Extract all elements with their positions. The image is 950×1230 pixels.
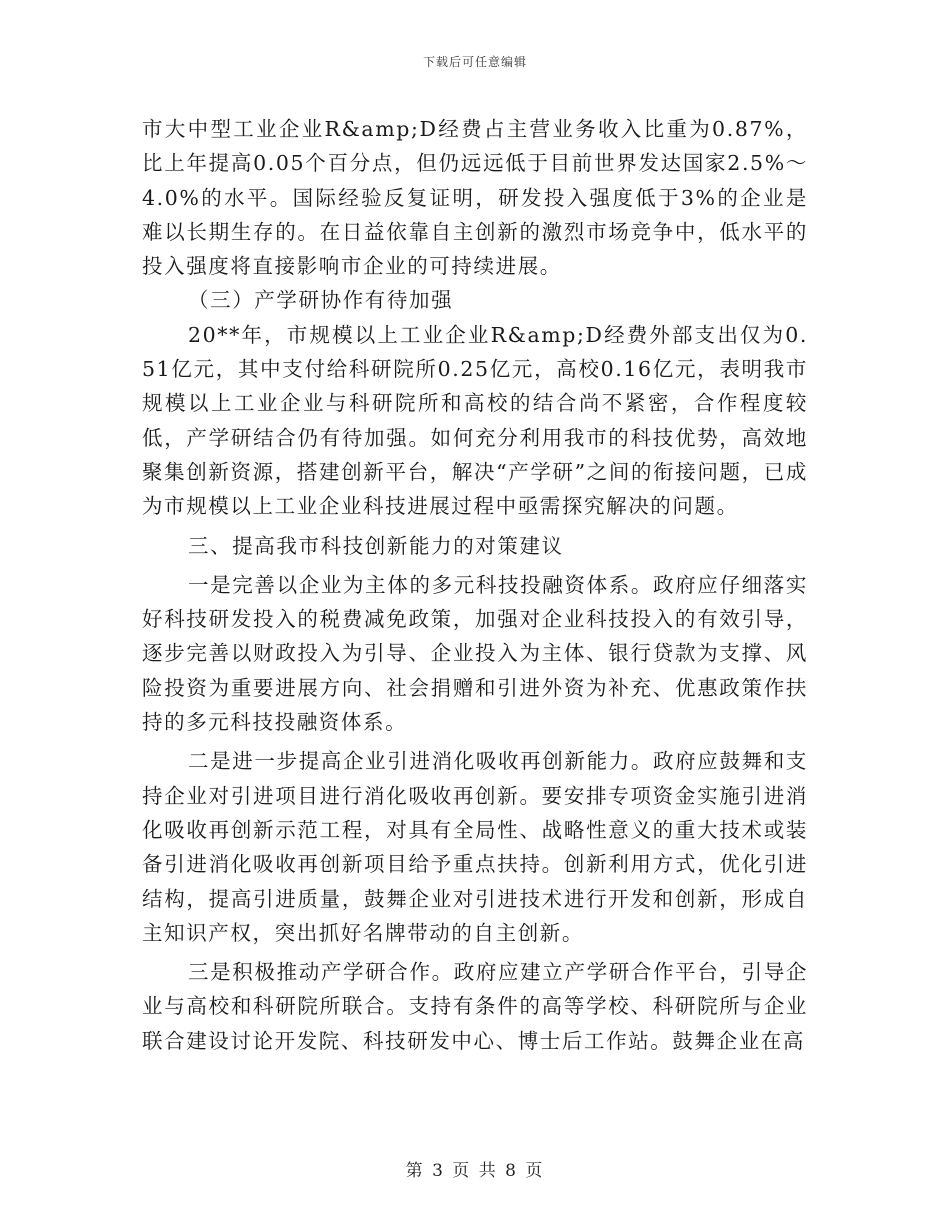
document-body — [142, 112, 808, 1058]
section-heading-suggestions: 三、提高我市科技创新能力的对策建议 — [188, 533, 564, 558]
paragraph-suggestion-one: 一是完善以企业为主体的多元科技投融资体系。政府应仔细落实好科技研发投入的税费减免政策，加强对企业科技投入的有效引导，逐步完善以财政投入为引导、企业投入为主体、银行贷款为支撑、风险投资为重要进展方向、社会捐赠和引进外资为补充、优惠政策作扶持的多元科技投融资体系。 — [142, 572, 808, 735]
section-heading-cooperation: （三）产学研协作有待加强 — [188, 288, 454, 313]
paragraph-suggestion-three: 三是积极推动产学研合作。政府应建立产学研合作平台，引导企业与高校和科研院所联合。支持有条件的高等学校、科研院所与企业联合建设讨论开发院、科技研发中心、博士后工作站。鼓舞企业在高 — [142, 960, 808, 1053]
paragraph-suggestion-two: 二是进一步提高企业引进消化吸收再创新能力。政府应鼓舞和支持企业对引进项目进行消化吸收再创新。要安排专项资金实施引进消化吸收再创新示范工程，对具有全局性、战略性意义的重大技术或装备引进消化吸收再创新项目给予重点扶持。创新利用方式，优化引进结构，提高引进质量，鼓舞企业对引进技术进行开发和创新，形成自主知识产权，突出抓好名牌带动的自主创新。 — [142, 749, 808, 945]
page-header: 下载后可任意编辑 — [422, 55, 527, 69]
paragraph-rd-ratio: 市大中型工业企业R&amp;D经费占主营业务收入比重为0.87%，比上年提高0.05个百分点，但仍远远低于目前世界发达国家2.5%～4.0%的水平。国际经验反复证明，研发投入强度低于3%的企业是难以长期生存的。在日益依靠自主创新的激烈市场竞争中，低水平的投入强度将直接影响市企业的可持续进展。 — [142, 117, 808, 279]
paragraph-external-spending: 20**年，市规模以上工业企业R&amp;D经费外部支出仅为0.51亿元，其中支付给科研院所0.25亿元，高校0.16亿元，表明我市规模以上工业企业与科研院所和高校的结合尚不紧密，合作程度较低，产学研结合仍有待加强。如何充分利用我市的科技优势，高效地聚集创新资源，搭建创新平台，解决“产学研”之间的衔接问题，已成为市规模以上工业企业科技进展过程中亟需探究解决的问题。 — [142, 322, 808, 519]
page-number-footer: 第 3 页 共 8 页 — [405, 1161, 545, 1181]
